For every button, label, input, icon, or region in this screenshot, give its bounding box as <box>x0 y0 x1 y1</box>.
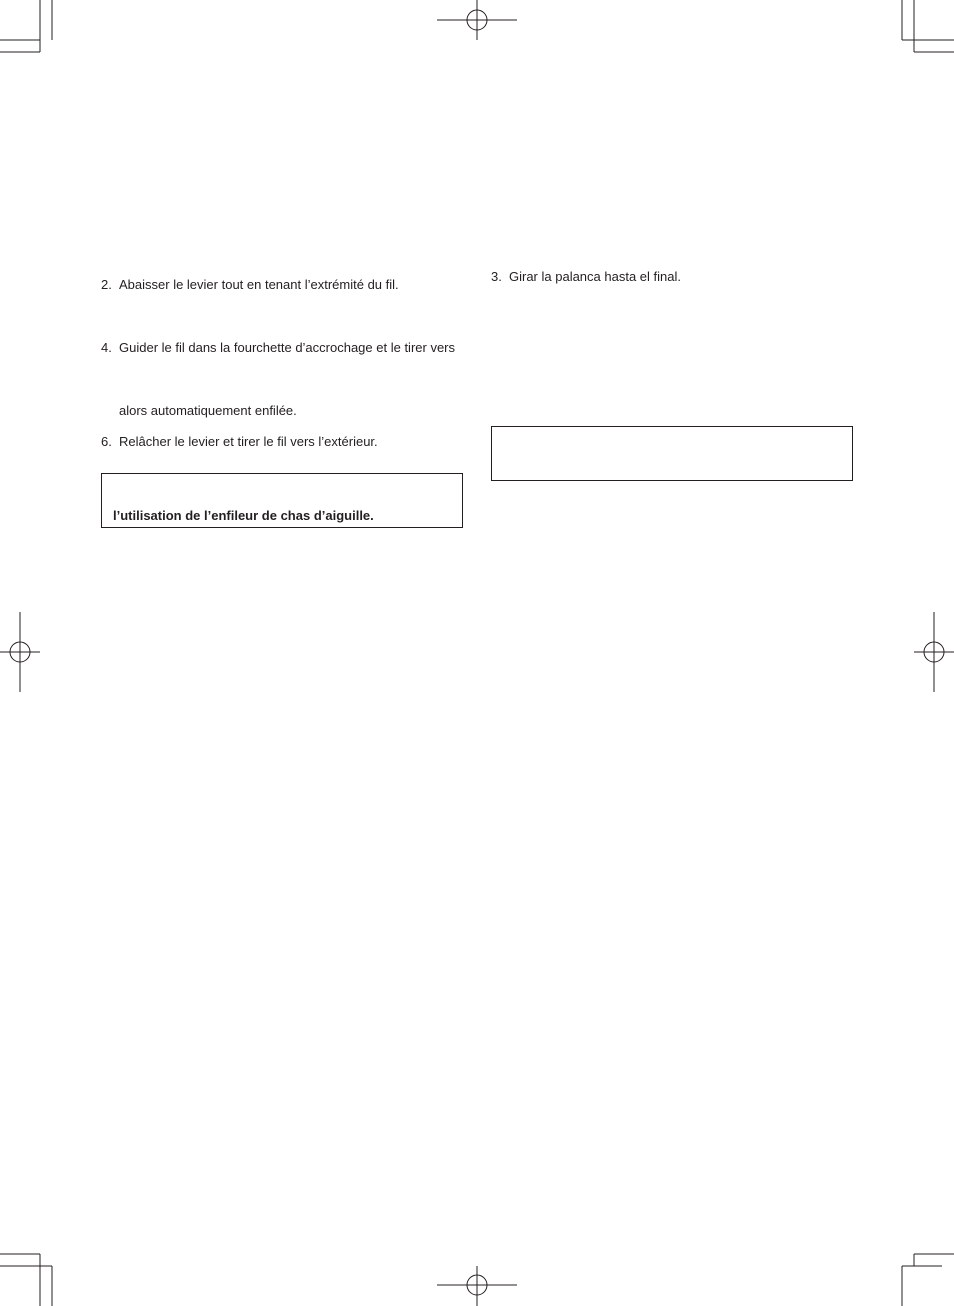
crop-mark-top-left <box>0 0 52 52</box>
es-step-3-number: 3. <box>491 269 502 284</box>
fr-step-4-text: Guider le fil dans la fourchette d’accrochage et le tirer vers <box>119 340 456 355</box>
fr-step-2-number: 2. <box>101 277 112 292</box>
fr-step-2-text: Abaisser le levier tout en tenant l’extrémité du fil. <box>119 277 399 292</box>
es-step-3 <box>491 269 681 285</box>
fr-step-6-text: Relâcher le levier et tirer le fil vers l’extérieur. <box>119 434 378 449</box>
fr-step-4 <box>101 340 455 356</box>
fr-note-box <box>101 473 463 528</box>
fr-note-text: l’utilisation de l’enfileur de chas d’aiguille. <box>113 508 374 523</box>
registration-mark-right <box>914 612 954 692</box>
es-note-box <box>491 426 853 481</box>
crop-mark-bottom-right <box>902 1254 954 1306</box>
fr-step-6-number: 6. <box>101 434 112 449</box>
registration-mark-left <box>0 612 40 692</box>
fr-step-continuation: alors automatiquement enfilée. <box>119 403 297 418</box>
crop-mark-bottom-left <box>0 1254 52 1306</box>
fr-step-6 <box>101 434 378 450</box>
fr-step-4-number: 4. <box>101 340 112 355</box>
registration-mark-top <box>437 0 517 40</box>
fr-step-2 <box>101 277 399 293</box>
registration-mark-bottom <box>437 1266 517 1306</box>
crop-mark-top-right <box>902 0 954 52</box>
es-step-3-text: Girar la palanca hasta el final. <box>509 269 681 284</box>
